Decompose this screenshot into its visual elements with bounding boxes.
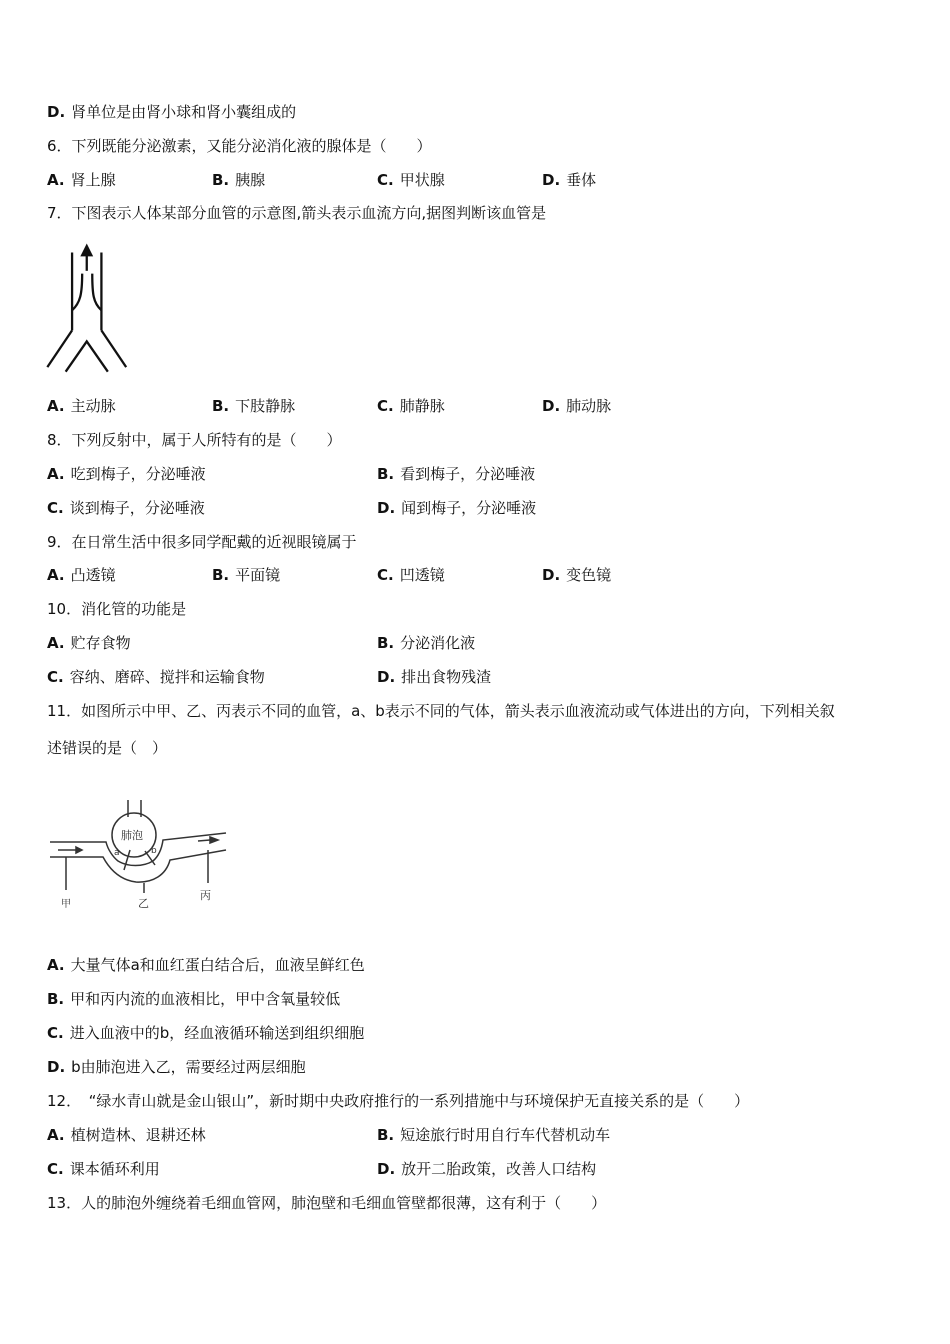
q9-option-a: A. 凸透镜 [47, 566, 116, 584]
q9-option-d: D. 变色镜 [542, 566, 612, 584]
gas-a-label: a [114, 848, 120, 858]
q13-stem: 13．人的肺泡外缠绕着毛细血管网，肺泡壁和毛细血管壁都很薄，这有利于（ ） [47, 1194, 607, 1212]
q7-option-d: D. 肺动脉 [542, 397, 612, 415]
q9-option-c: C. 凹透镜 [377, 566, 445, 584]
option-letter: D. [47, 103, 66, 121]
q10-option-b: B. 分泌消化液 [377, 634, 476, 652]
q8-option-c: C. 谈到梅子，分泌唾液 [47, 499, 205, 517]
q8-stem: 8．下列反射中，属于人所特有的是（ ） [47, 431, 342, 449]
gas-b-label: b [151, 846, 157, 856]
q12-stem: 12． “绿水青山就是金山银山”，新时期中央政府推行的一系列措施中与环境保护无直接关系的是（ ） [47, 1092, 750, 1110]
q7-option-c: C. 肺静脉 [377, 397, 445, 415]
q12-option-a: A. 植树造林、退耕还林 [47, 1126, 206, 1144]
q12-option-c: C. 课本循环利用 [47, 1160, 160, 1178]
alveolus-label: 肺泡 [121, 829, 143, 842]
vessel-jia-label: 甲 [61, 899, 71, 910]
q5-option-d [47, 102, 296, 122]
vessel-yi-label: 乙 [138, 897, 149, 910]
vessel-bing-label: 丙 [200, 889, 211, 902]
q7-option-b: B. 下肢静脉 [212, 397, 296, 415]
q11-stem-line2: 述错误的是（ ） [47, 739, 168, 757]
q10-option-d: D. 排出食物残渣 [377, 668, 492, 686]
q7-stem: 7．下图表示人体某部分血管的示意图,箭头表示血流方向,据图判断该血管是 [47, 204, 547, 222]
option-text: 肾单位是由肾小球和肾小囊组成的 [71, 103, 297, 121]
q11-stem-line1: 11．如图所示中甲、乙、丙表示不同的血管，a、b表示不同的气体，箭头表示血液流动或气体进出的方向，下列相关叙 [47, 702, 835, 720]
q10-stem: 10．消化管的功能是 [47, 600, 187, 618]
q6-option-d: D. 垂体 [542, 171, 597, 189]
q10-option-c: C. 容纳、磨碎、搅拌和运输食物 [47, 668, 265, 686]
q11-option-d: D. b由肺泡进入乙，需要经过两层细胞 [47, 1058, 306, 1076]
q6-option-a: A. 肾上腺 [47, 171, 116, 189]
q10-option-a: A. 贮存食物 [47, 634, 131, 652]
q12-option-b: B. 短途旅行时用自行车代替机动车 [377, 1126, 611, 1144]
q6-option-b: B. 胰腺 [212, 171, 266, 189]
q11-option-a: A. 大量气体a和血红蛋白结合后，血液呈鲜红色 [47, 956, 365, 974]
q8-option-d: D. 闻到梅子，分泌唾液 [377, 499, 537, 517]
q6-option-c: C. 甲状腺 [377, 171, 445, 189]
q11-option-c: C. 进入血液中的b，经血液循环输送到组织细胞 [47, 1024, 365, 1042]
blood-vessel-figure [40, 235, 150, 380]
q11-option-b: B. 甲和丙内流的血液相比，甲中含氧量较低 [47, 990, 341, 1008]
q9-option-b: B. 平面镜 [212, 566, 281, 584]
alveolus-figure [48, 795, 233, 915]
q8-option-a: A. 吃到梅子，分泌唾液 [47, 465, 206, 483]
q6-stem: 6．下列既能分泌激素，又能分泌消化液的腺体是（ ） [47, 137, 432, 155]
q12-option-d: D. 放开二胎政策，改善人口结构 [377, 1160, 597, 1178]
q7-option-a: A. 主动脉 [47, 397, 116, 415]
q8-option-b: B. 看到梅子，分泌唾液 [377, 465, 536, 483]
q9-stem: 9．在日常生活中很多同学配戴的近视眼镜属于 [47, 533, 357, 551]
